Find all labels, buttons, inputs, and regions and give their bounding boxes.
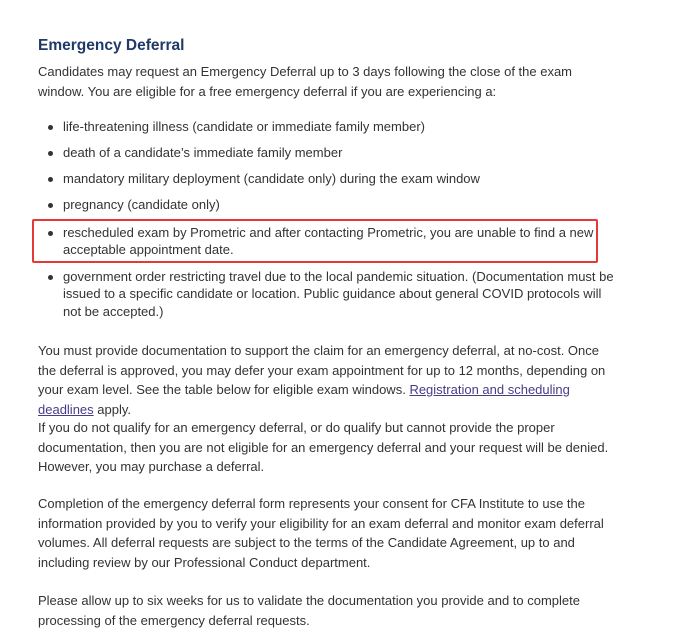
bullet-icon [48,125,53,130]
bullet-icon [48,177,53,182]
processing-time-paragraph: Please allow up to six weeks for us to validate the documentation you provide and to complete processing of the emergency deferral requests. [38,593,580,628]
qualify-paragraph: If you do not qualify for an emergency deferral, or do qualify but cannot provide the proper documentation, then you are not eligible for an emergency deferral and your request will be denied. However, you may purchase a deferral. [38,420,609,474]
list-item [38,170,620,188]
bullet-icon [48,151,53,156]
list-item-text: mandatory military deployment (candidate only) during the exam window [63,171,480,186]
consent-paragraph: Completion of the emergency deferral form represents your consent for CFA Institute to use the information provided by you to verify your eligibility for an exam deferral and monitor exam deferral volumes. All deferral requests are subject to the terms of the Candidate Agreement, up to and including review by our Professional Conduct department. [38,496,604,570]
documentation-suffix: apply. [97,401,132,417]
section-title: Emergency Deferral [38,37,185,54]
documentation-paragraph [38,341,620,419]
bullet-icon [48,275,53,280]
list-item-text: death of a candidate’s immediate family member [63,145,343,160]
list-item [38,144,620,162]
list-item-text: rescheduled exam by Prometric and after contacting Prometric, you are unable to find a new acceptable appointment date. [63,224,594,257]
list-item-text: pregnancy (candidate only) [63,197,220,212]
highlight-annotation-box [32,219,598,263]
list-item-text: government order restricting travel due to the local pandemic situation. (Documentation must be issued to a specific candidate or location. Public guidance about general COVID protocols will not be accepted.) [63,268,614,319]
documentation-text: You must provide documentation to support the claim for an emergency deferral, at no-cost. Once the deferral is approved, you may defer your exam appointment for up to 12 months, depending on your exam level. See the table below for eligible exam windows. [38,343,606,397]
list-item [38,268,620,321]
registration-deadlines-link[interactable]: Registration and scheduling deadlines [38,382,570,417]
list-item [38,118,620,136]
list-item-text: life-threatening illness (candidate or immediate family member) [63,119,425,134]
bullet-icon [48,203,53,208]
intro-paragraph: Candidates may request an Emergency Deferral up to 3 days following the close of the exam window. You are eligible for a free emergency deferral if you are experiencing a: [38,64,573,99]
list-item [38,196,620,214]
